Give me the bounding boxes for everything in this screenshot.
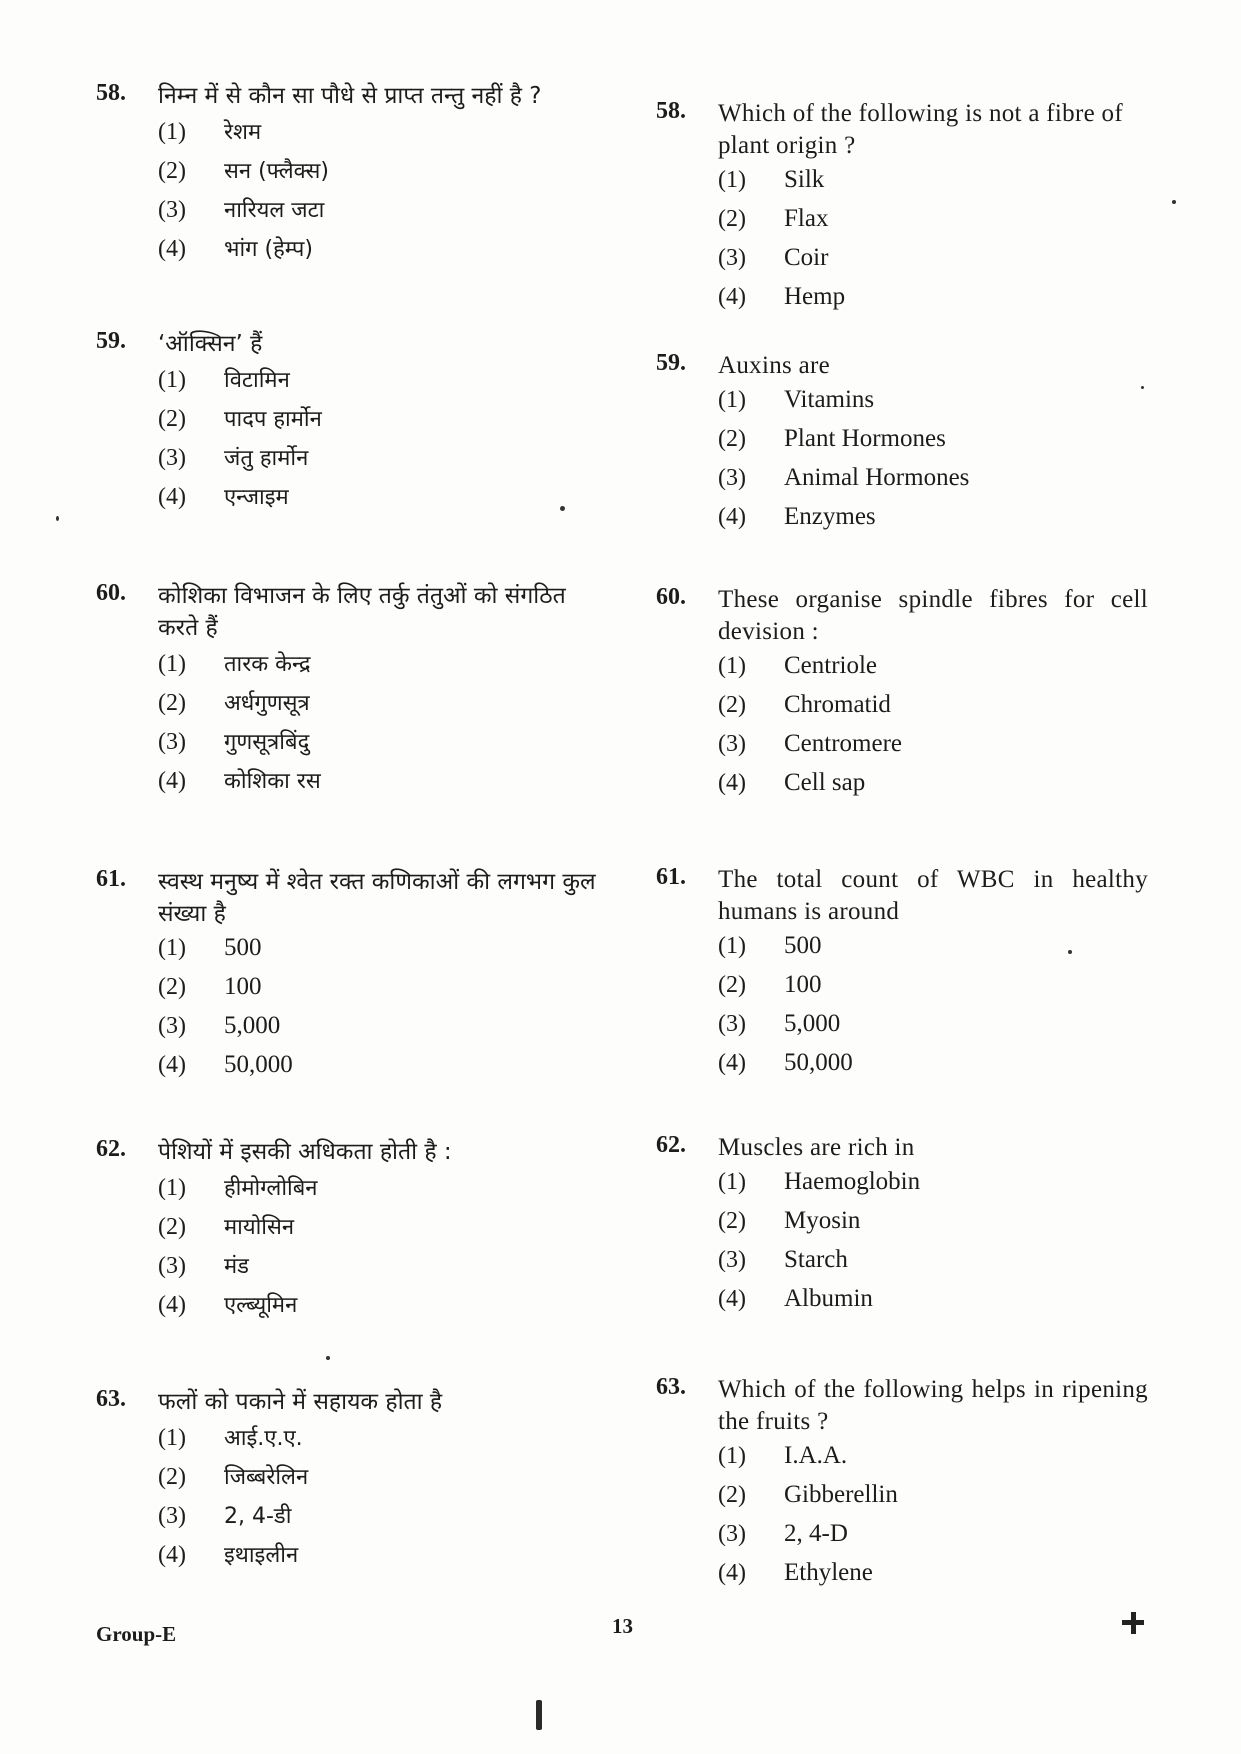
option	[158, 1250, 606, 1289]
option-label: 2, 4-D	[784, 1520, 848, 1547]
question-58-hindi	[96, 80, 606, 272]
option-number: (2)	[158, 158, 186, 184]
option-number: (1)	[718, 653, 746, 679]
option-number: (2)	[718, 426, 746, 452]
options-list	[158, 116, 606, 272]
option-label: मायोसिन	[224, 1215, 295, 1240]
option-number: (4)	[158, 1052, 186, 1078]
binding-mark	[536, 1700, 542, 1730]
scan-speck	[1141, 386, 1144, 389]
option	[158, 1051, 606, 1090]
option-label: सन (फ्लैक्स)	[224, 159, 329, 184]
option-number: (4)	[158, 768, 186, 794]
option	[158, 1539, 606, 1578]
option-number: (2)	[718, 1208, 746, 1234]
option	[158, 973, 606, 1012]
options-list	[158, 934, 606, 1090]
question-number: 60.	[656, 584, 686, 610]
question-text: The total count of WBC in healthy humans is around	[718, 866, 1148, 925]
scan-speck	[1068, 950, 1072, 954]
option	[158, 765, 606, 804]
option	[718, 166, 1148, 205]
question-62-english	[656, 1132, 1148, 1324]
option-label: I.A.A.	[784, 1442, 848, 1469]
option	[158, 194, 606, 233]
option	[158, 403, 606, 442]
option-number: (3)	[158, 445, 186, 471]
question-60-english	[656, 584, 1148, 808]
option-label: रेशम	[224, 120, 262, 145]
question-text: स्वस्थ मनुष्य में श्वेत रक्त कणिकाओं की लगभग कुल संख्या है	[158, 869, 596, 927]
option-number: (1)	[158, 1175, 186, 1201]
option	[158, 1172, 606, 1211]
option-number: (1)	[158, 119, 186, 145]
option-label: 5,000	[784, 1010, 841, 1037]
option-number: (1)	[718, 1443, 746, 1469]
option	[158, 1461, 606, 1500]
option-number: (1)	[718, 387, 746, 413]
question-61-hindi	[96, 866, 606, 1090]
option-number: (2)	[158, 406, 186, 432]
question-number: 59.	[96, 328, 126, 354]
option	[718, 1481, 1148, 1520]
question-59-english	[656, 350, 1148, 542]
option-label: मंड	[224, 1254, 249, 1279]
option	[718, 425, 1148, 464]
scan-speck	[56, 516, 59, 521]
options-list	[158, 1422, 606, 1578]
question-text: ‘ऑक्सिन’ हैं	[158, 331, 263, 357]
option-label: Animal Hormones	[784, 464, 970, 491]
option	[718, 1246, 1148, 1285]
option	[158, 1211, 606, 1250]
option-number: (1)	[718, 167, 746, 193]
question-number: 60.	[96, 580, 126, 606]
option-label: कोशिका रस	[224, 769, 321, 794]
option-label: गुणसूत्रबिंदु	[224, 730, 310, 755]
option-label: Silk	[784, 166, 825, 193]
option-number: (2)	[718, 692, 746, 718]
option	[718, 691, 1148, 730]
option-label: तारक केन्द्र	[224, 652, 311, 677]
scan-speck	[326, 1356, 330, 1360]
question-number: 58.	[96, 80, 126, 106]
option	[158, 1289, 606, 1328]
option-label: जंतु हार्मोन	[224, 446, 309, 471]
option-label: भांग (हेम्प)	[224, 237, 313, 262]
option-label: नारियल जटा	[224, 198, 325, 223]
question-text: पेशियों में इसकी अधिकता होती है :	[158, 1139, 452, 1165]
option-label: Coir	[784, 244, 829, 271]
option-number: (4)	[718, 770, 746, 796]
option-number: (4)	[718, 1050, 746, 1076]
options-list	[158, 364, 606, 520]
option-number: (4)	[158, 1292, 186, 1318]
scan-speck	[1172, 200, 1176, 204]
option-label: Haemoglobin	[784, 1168, 921, 1195]
options-list	[158, 1172, 606, 1328]
question-text: कोशिका विभाजन के लिए तर्कु तंतुओं को संगठित करते हैं	[158, 583, 566, 641]
option-label: 500	[784, 932, 822, 959]
question-63-hindi	[96, 1386, 606, 1578]
option	[718, 283, 1148, 322]
option	[718, 769, 1148, 808]
option-label: एल्ब्यूमिन	[224, 1293, 298, 1318]
question-number: 61.	[96, 866, 126, 892]
question-62-hindi	[96, 1136, 606, 1328]
option-number: (3)	[158, 729, 186, 755]
option	[718, 1520, 1148, 1559]
option-number: (4)	[718, 1560, 746, 1586]
options-list	[158, 648, 606, 804]
question-text: Which of the following helps in ripening the fruits ?	[718, 1376, 1148, 1435]
option-label: हीमोग्लोबिन	[224, 1176, 318, 1201]
option-label: Hemp	[784, 283, 846, 310]
option	[158, 934, 606, 973]
option	[718, 1559, 1148, 1598]
question-number: 63.	[96, 1386, 126, 1412]
option	[718, 730, 1148, 769]
option-number: (3)	[158, 1253, 186, 1279]
option	[158, 155, 606, 194]
option	[158, 116, 606, 155]
option-number: (3)	[718, 1521, 746, 1547]
option-label: 100	[224, 973, 262, 1000]
option-label: अर्धगुणसूत्र	[224, 691, 310, 716]
option-number: (1)	[158, 651, 186, 677]
option-label: Vitamins	[784, 386, 875, 413]
option-number: (1)	[718, 1169, 746, 1195]
question-number: 58.	[656, 98, 686, 124]
option-label: पादप हार्मोन	[224, 407, 322, 432]
option	[718, 464, 1148, 503]
options-list	[718, 166, 1148, 322]
question-number: 61.	[656, 864, 686, 890]
option-label: आई.ए.ए.	[224, 1426, 303, 1451]
option	[158, 1422, 606, 1461]
option-number: (1)	[158, 935, 186, 961]
question-text: निम्न में से कौन सा पौधे से प्राप्त तन्तु नहीं है ?	[158, 83, 542, 109]
scan-speck	[560, 506, 565, 511]
options-list	[718, 1442, 1148, 1598]
registration-cross-icon	[1122, 1612, 1144, 1634]
question-number: 62.	[96, 1136, 126, 1162]
page-number: 13	[612, 1614, 633, 1638]
question-59-hindi	[96, 328, 606, 520]
option-number: (3)	[718, 1011, 746, 1037]
option-label: 500	[224, 934, 262, 961]
option	[718, 652, 1148, 691]
option	[718, 932, 1148, 971]
option-label: 50,000	[224, 1051, 293, 1078]
option-label: Chromatid	[784, 691, 891, 718]
option-number: (2)	[158, 1464, 186, 1490]
option-number: (4)	[158, 236, 186, 262]
option-number: (4)	[718, 504, 746, 530]
question-63-english	[656, 1374, 1148, 1598]
question-number: 62.	[656, 1132, 686, 1158]
option-label: Myosin	[784, 1207, 861, 1234]
option-label: Gibberellin	[784, 1481, 898, 1508]
option-label: Plant Hormones	[784, 425, 946, 452]
option-number: (4)	[158, 484, 186, 510]
option	[718, 971, 1148, 1010]
option	[158, 687, 606, 726]
question-text: These organise spindle fibres for cell devision :	[718, 586, 1148, 645]
option-label: 100	[784, 971, 822, 998]
option-label: Enzymes	[784, 503, 876, 530]
option-label: Cell sap	[784, 769, 866, 796]
option-number: (4)	[158, 1542, 186, 1568]
options-list	[718, 1168, 1148, 1324]
option-label: Centromere	[784, 730, 903, 757]
option	[718, 1207, 1148, 1246]
option-number: (3)	[158, 1013, 186, 1039]
option-number: (3)	[718, 245, 746, 271]
option	[158, 1012, 606, 1051]
option-number: (3)	[718, 1247, 746, 1273]
option	[158, 442, 606, 481]
group-label: Group-E	[96, 1622, 177, 1646]
option-number: (1)	[158, 1425, 186, 1451]
option-label: Albumin	[784, 1285, 873, 1312]
option-label: Flax	[784, 205, 829, 232]
option	[158, 648, 606, 687]
question-number: 59.	[656, 350, 686, 376]
option-number: (2)	[718, 1482, 746, 1508]
option	[718, 1442, 1148, 1481]
option-number: (4)	[718, 284, 746, 310]
option	[718, 1049, 1148, 1088]
option-label: 5,000	[224, 1012, 281, 1039]
option-number: (3)	[158, 197, 186, 223]
option-label: 2, 4-डी	[224, 1504, 292, 1529]
option	[158, 233, 606, 272]
option-number: (3)	[718, 465, 746, 491]
option	[718, 1168, 1148, 1207]
question-60-hindi	[96, 580, 606, 804]
options-list	[718, 932, 1148, 1088]
option-label: विटामिन	[224, 368, 290, 393]
option	[158, 726, 606, 765]
question-58-english	[656, 98, 1148, 322]
options-list	[718, 386, 1148, 542]
option-label: Ethylene	[784, 1559, 873, 1586]
option	[158, 1500, 606, 1539]
question-number: 63.	[656, 1374, 686, 1400]
option-number: (2)	[158, 690, 186, 716]
option-label: इथाइलीन	[224, 1543, 299, 1568]
option-number: (2)	[718, 972, 746, 998]
option-number: (4)	[718, 1286, 746, 1312]
option-label: एन्जाइम	[224, 485, 289, 510]
option-number: (2)	[718, 206, 746, 232]
option	[718, 1285, 1148, 1324]
option-number: (2)	[158, 974, 186, 1000]
question-text: Which of the following is not a fibre of plant origin ?	[718, 100, 1123, 159]
option	[718, 244, 1148, 283]
option-number: (3)	[158, 1503, 186, 1529]
option	[158, 481, 606, 520]
option-number: (2)	[158, 1214, 186, 1240]
option-number: (1)	[718, 933, 746, 959]
option-number: (3)	[718, 731, 746, 757]
option	[158, 364, 606, 403]
options-list	[718, 652, 1148, 808]
question-text: Auxins are	[718, 352, 830, 379]
question-61-english	[656, 864, 1148, 1088]
option-number: (1)	[158, 367, 186, 393]
option	[718, 386, 1148, 425]
question-text: Muscles are rich in	[718, 1134, 915, 1161]
option	[718, 205, 1148, 244]
option-label: Starch	[784, 1246, 848, 1273]
option-label: Centriole	[784, 652, 878, 679]
option	[718, 503, 1148, 542]
question-text: फलों को पकाने में सहायक होता है	[158, 1389, 443, 1415]
option-label: 50,000	[784, 1049, 853, 1076]
option	[718, 1010, 1148, 1049]
option-label: जिब्बरेलिन	[224, 1465, 309, 1490]
